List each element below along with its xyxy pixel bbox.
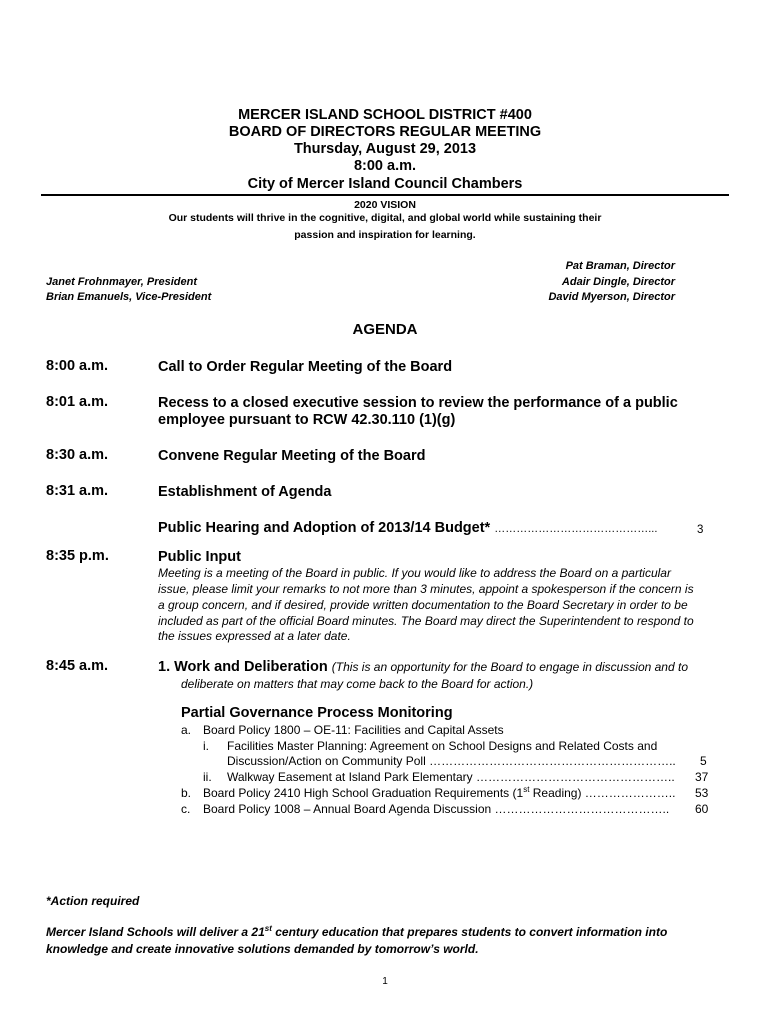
president: Janet Frohnmayer, President xyxy=(46,276,197,288)
public-input-desc-2: issue, please limit your remarks to not more than 3 minutes, appoint a spokesperson if the concern is xyxy=(158,582,694,596)
gov-b-label: b. xyxy=(181,786,192,800)
district-statement-line-1 xyxy=(46,924,736,940)
gov-ii-label: ii. xyxy=(203,770,212,784)
gov-i-leader: …………………………………………………….. xyxy=(429,754,676,768)
gov-c-line xyxy=(203,801,669,817)
item-time-recess: 8:01 a.m. xyxy=(46,394,109,410)
item-recess-line-2: employee pursuant to RCW 42.30.110 (1)(g) xyxy=(158,412,456,428)
item-time-public-input: 8:35 p.m. xyxy=(46,548,109,564)
gov-ii-leader: ………………………………………….. xyxy=(476,770,675,784)
gov-ii-text: Walkway Easement at Island Park Elementary xyxy=(227,770,473,784)
meeting-title: BOARD OF DIRECTORS REGULAR MEETING xyxy=(228,124,542,140)
director-braman: Pat Braman, Director xyxy=(565,260,675,272)
item-convene: Convene Regular Meeting of the Board xyxy=(158,448,426,464)
gov-c-label: c. xyxy=(181,802,191,816)
district-statement-line-2: knowledge and create innovative solutions demanded by tomorrow’s world. xyxy=(46,942,479,956)
public-input-desc-5: the issues expressed at a later date. xyxy=(158,629,351,643)
gov-i-line-2 xyxy=(227,753,676,769)
meeting-date: Thursday, August 29, 2013 xyxy=(293,141,477,157)
gov-ii-line xyxy=(227,769,675,785)
item-public-hearing xyxy=(158,519,657,538)
work-title: 1. Work and Deliberation xyxy=(158,659,328,675)
vision-title: 2020 VISION xyxy=(354,199,416,211)
work-note-2: deliberate on matters that may come back to the Board for action.) xyxy=(181,677,534,691)
public-hearing-page: 3 xyxy=(697,524,704,536)
gov-c-leader: …………………………………….. xyxy=(494,802,670,816)
page-number: 1 xyxy=(382,976,388,987)
gov-b-leader: ………………….. xyxy=(584,786,676,800)
item-establishment: Establishment of Agenda xyxy=(158,484,332,500)
gov-i-page: 5 xyxy=(700,754,707,768)
item-public-input: Public Input xyxy=(158,549,241,565)
gov-b-line xyxy=(203,785,675,801)
meeting-time: 8:00 a.m. xyxy=(353,158,417,174)
gov-b-superscript: st xyxy=(523,785,530,794)
gov-c-text: Board Policy 1008 – Annual Board Agenda Discussion xyxy=(203,802,492,816)
public-hearing-leader: ……………………………………... xyxy=(494,523,658,535)
gov-ii-page: 37 xyxy=(695,770,709,784)
item-time-convene: 8:30 a.m. xyxy=(46,447,109,463)
public-input-desc-4: included as part of the official Board minutes. The Board may direct the Superintendent to respond to xyxy=(158,614,694,628)
item-call-to-order: Call to Order Regular Meeting of the Board xyxy=(158,359,453,375)
vice-president: Brian Emanuels, Vice-President xyxy=(46,291,212,303)
gov-a-text: Board Policy 1800 – OE-11: Facilities and Capital Assets xyxy=(203,723,504,737)
vision-line-2: passion and inspiration for learning. xyxy=(294,229,476,241)
gov-b-text-1: Board Policy 2410 High School Graduation Requirements (1 xyxy=(203,786,524,800)
meeting-location: City of Mercer Island Council Chambers xyxy=(247,176,523,192)
vision-line-1: Our students will thrive in the cognitive, digital, and global world while sustaining their xyxy=(168,212,602,224)
statement-superscript: st xyxy=(264,924,272,933)
gov-a-label: a. xyxy=(181,723,192,737)
header-divider xyxy=(41,194,729,196)
director-dingle: Adair Dingle, Director xyxy=(561,276,675,288)
gov-i-line-2-text: Discussion/Action on Community Poll xyxy=(227,754,426,768)
item-time-work: 8:45 a.m. xyxy=(46,658,109,674)
work-note-1: (This is an opportunity for the Board to engage in discussion and to xyxy=(331,660,688,674)
public-input-desc-3: a group concern, and if desired, provide written documentation to the Board Secretary in order to be xyxy=(158,598,688,612)
item-time-establishment: 8:31 a.m. xyxy=(46,483,109,499)
statement-part-1: Mercer Island Schools will deliver a 21 xyxy=(46,925,265,939)
gov-i-label: i. xyxy=(203,739,209,753)
statement-part-2: century education that prepares students to convert information into xyxy=(271,925,668,939)
gov-c-page: 60 xyxy=(695,802,709,816)
action-required-note: *Action required xyxy=(46,894,140,908)
item-work xyxy=(158,658,738,676)
gov-b-page: 53 xyxy=(695,786,709,800)
item-time-call-to-order: 8:00 a.m. xyxy=(46,358,109,374)
public-input-desc-1: Meeting is a meeting of the Board in public. If you would like to address the Board on a particular xyxy=(158,566,671,580)
governance-title: Partial Governance Process Monitoring xyxy=(181,705,453,721)
gov-i-line-1: Facilities Master Planning: Agreement on School Designs and Related Costs and xyxy=(227,739,658,753)
gov-b-text-2: Reading) xyxy=(529,786,582,800)
item-recess-line-1: Recess to a closed executive session to review the performance of a public xyxy=(158,395,678,411)
agenda-heading: AGENDA xyxy=(352,321,418,338)
director-myerson: David Myerson, Director xyxy=(548,291,675,303)
district-title: MERCER ISLAND SCHOOL DISTRICT #400 xyxy=(238,107,532,123)
public-hearing-title: Public Hearing and Adoption of 2013/14 Budget* xyxy=(158,520,491,536)
